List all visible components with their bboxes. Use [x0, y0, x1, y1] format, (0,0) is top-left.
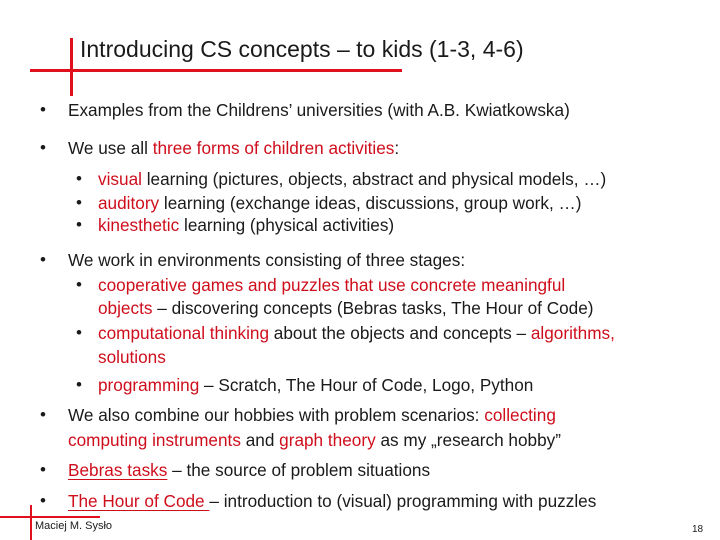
footer-vertical-bar — [30, 505, 32, 540]
auditory-label: auditory — [98, 193, 160, 213]
algorithms-label: algorithms, — [530, 323, 615, 343]
line-15 — [68, 491, 596, 511]
line-14-text: – the source of problem situations — [167, 460, 431, 480]
line-13-and: and — [240, 430, 280, 450]
title-vertical-bar — [70, 38, 73, 96]
line-11-text: – Scratch, The Hour of Code, Logo, Python — [199, 375, 534, 395]
line-8 — [98, 298, 594, 318]
line-14 — [68, 460, 430, 480]
bebras-tasks-link[interactable]: Bebras tasks — [68, 460, 168, 480]
line-1 — [68, 100, 570, 120]
solutions-label: solutions — [98, 347, 166, 367]
kinesthetic-label: kinesthetic — [98, 215, 180, 235]
line-12-text: We also combine our hobbies with problem scenarios: — [68, 405, 485, 425]
line-6 — [68, 250, 465, 270]
line-2-text-c: : — [394, 138, 400, 158]
auditory-text: learning (exchange ideas, discussions, group work, …) — [159, 193, 582, 213]
footer-bar — [0, 516, 100, 518]
programming-label: programming — [98, 375, 200, 395]
sub-bullet-kinesthetic: • — [76, 215, 82, 234]
line-7 — [98, 275, 565, 295]
line-visual — [98, 169, 606, 189]
sub-bullet-cooperative: • — [76, 275, 82, 294]
line-2-text-a: We use all — [68, 138, 153, 158]
sub-bullet-computational: • — [76, 323, 82, 342]
visual-text: learning (pictures, objects, abstract and physical models, …) — [141, 169, 607, 189]
footer-author: Maciej M. Sysło — [35, 520, 113, 532]
line-13 — [68, 430, 561, 450]
cooperative-text: cooperative games and puzzles that use concrete meaningful — [98, 275, 566, 295]
line-auditory — [98, 193, 581, 213]
line-15-text: – introduction to (visual) programming with puzzles — [209, 491, 597, 511]
bullet-5: • — [40, 460, 46, 479]
line-kinesthetic — [98, 215, 394, 235]
graph-theory-label: graph theory — [279, 430, 376, 450]
line-2 — [68, 138, 399, 158]
bullet-6: • — [40, 491, 46, 510]
line-6-text: We work in environments consisting of three stages: — [68, 250, 466, 270]
sub-bullet-visual: • — [76, 169, 82, 188]
line-9 — [98, 323, 615, 343]
bullet-2: • — [40, 138, 46, 157]
line-11 — [98, 375, 533, 395]
visual-label: visual — [98, 169, 142, 189]
line-8-text: – discovering concepts (Bebras tasks, The Hour of Code) — [152, 298, 594, 318]
line-2-highlight: three forms of children activities — [152, 138, 395, 158]
line-12 — [68, 405, 556, 425]
collecting-label: collecting — [484, 405, 556, 425]
line-9-text: about the objects and concepts – — [269, 323, 531, 343]
line-8-objects: objects — [98, 298, 153, 318]
computing-instruments-label: computing instruments — [68, 430, 241, 450]
sub-bullet-auditory: • — [76, 193, 82, 212]
bullet-1: • — [40, 100, 46, 119]
line-10 — [98, 347, 166, 367]
slide-title: Introducing CS concepts – to kids (1-3, 4-6) — [80, 36, 524, 62]
hour-of-code-link[interactable]: The Hour of Code — [68, 491, 210, 511]
computational-thinking-label: computational thinking — [98, 323, 270, 343]
line-13-text: as my „research hobby” — [375, 430, 561, 450]
title-underline-bar — [30, 69, 402, 72]
bullet-3: • — [40, 250, 46, 269]
bullet-4: • — [40, 405, 46, 424]
kinesthetic-text: learning (physical activities) — [179, 215, 395, 235]
line-1-text: Examples from the Childrens’ universities (with A.B. Kwiatkowska) — [68, 100, 570, 120]
page-number: 18 — [692, 524, 704, 535]
sub-bullet-programming: • — [76, 375, 82, 394]
